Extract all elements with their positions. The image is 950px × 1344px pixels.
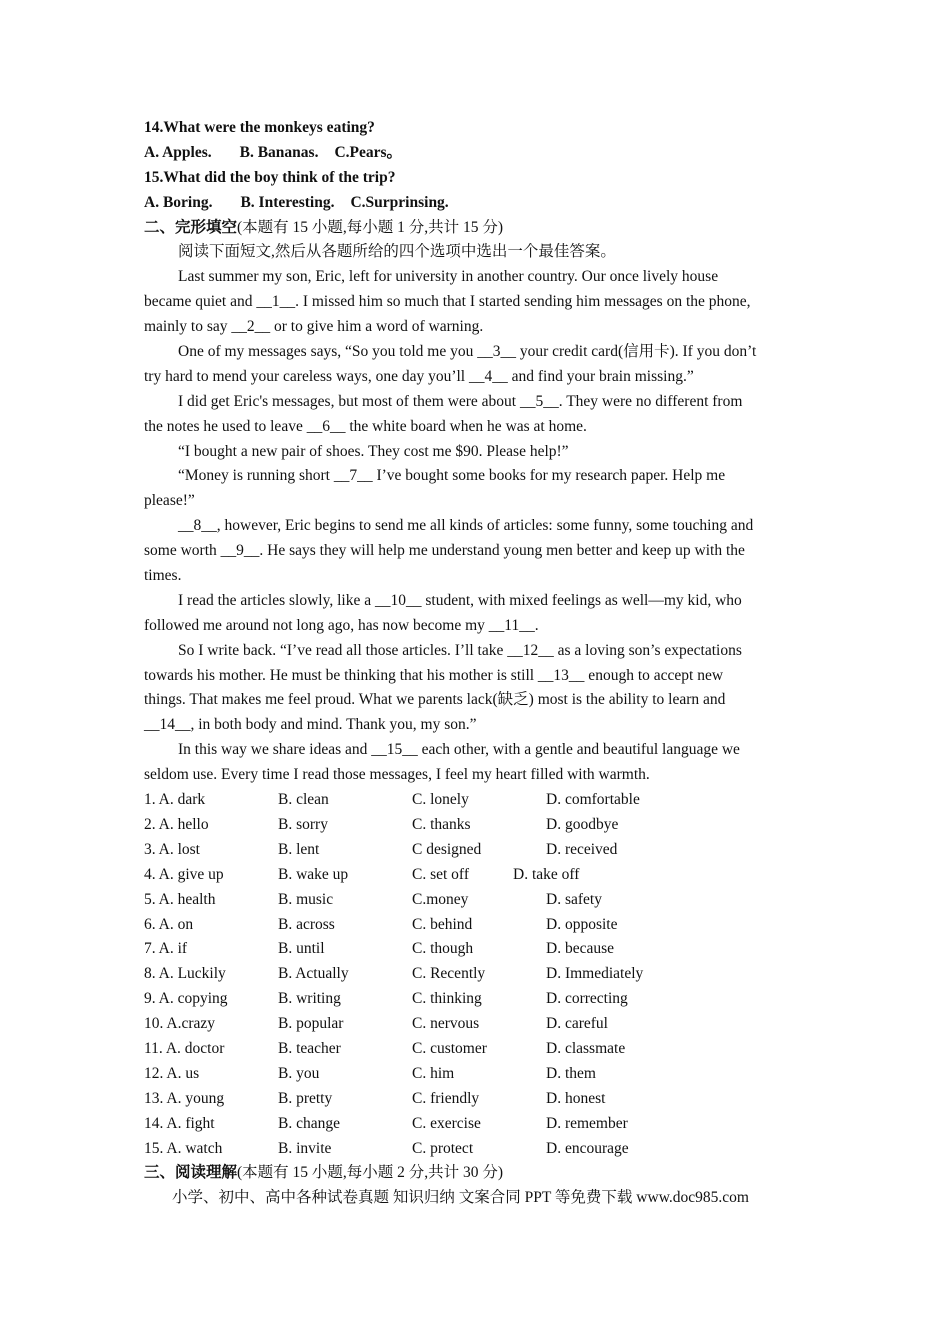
passage-line: One of my messages says, “So you told me you __3__ your credit card(信用卡). If you don’t	[178, 343, 757, 361]
option-c: C. thanks	[412, 815, 471, 833]
option-b: B. sorry	[278, 815, 328, 833]
option-a: A. Boring.	[144, 193, 213, 211]
option-a: 10. A.crazy	[144, 1015, 216, 1033]
cloze-options	[144, 788, 808, 1161]
question-14: 14.What were the monkeys eating?	[144, 119, 375, 136]
passage-line: some worth __9__. He says they will help me understand young men better and keep up with the	[144, 542, 745, 560]
option-c: C. set off	[412, 865, 469, 883]
option-c: C designed	[412, 840, 482, 858]
option-c: C. customer	[412, 1039, 487, 1057]
option-row	[144, 937, 808, 962]
option-row	[144, 788, 808, 813]
option-d: D. honest	[546, 1089, 606, 1107]
option-row	[144, 838, 808, 863]
passage-line: the notes he used to leave __6__ the white board when he was at home.	[144, 417, 587, 435]
passage-line: mainly to say __2__ or to give him a word of warning.	[144, 318, 484, 336]
option-b: B. music	[278, 890, 334, 908]
option-a: 11. A. doctor	[144, 1039, 225, 1057]
option-a: 14. A. fight	[144, 1114, 215, 1132]
passage-line: “Money is running short __7__ I’ve bought some books for my research paper. Help me	[178, 467, 726, 485]
option-row	[144, 863, 808, 888]
option-a: 2. A. hello	[144, 815, 209, 833]
passage-line: In this way we share ideas and __15__ each other, with a gentle and beautiful language we	[178, 741, 740, 759]
cloze-heading-title: 二、完形填空	[144, 218, 238, 236]
option-row	[144, 962, 808, 987]
option-a: 9. A. copying	[144, 990, 228, 1008]
option-b: B. writing	[278, 990, 341, 1008]
option-d: D. received	[546, 840, 618, 858]
passage-line: please!”	[144, 492, 195, 510]
cloze-heading	[144, 216, 808, 241]
option-c: C. him	[412, 1064, 455, 1082]
option-row	[144, 987, 808, 1012]
option-d: D. them	[546, 1064, 596, 1082]
option-b: B. Actually	[278, 965, 349, 983]
passage-line: “I bought a new pair of shoes. They cost me $90. Please help!”	[178, 442, 569, 460]
question-15: 15.What did the boy think of the trip?	[144, 168, 396, 186]
cloze-instruction: 阅读下面短文,然后从各题所给的四个选项中选出一个最佳答案。	[178, 243, 616, 261]
option-c: C. protect	[412, 1139, 474, 1157]
option-b: B. popular	[278, 1015, 344, 1033]
option-d: D. goodbye	[546, 815, 619, 833]
option-a: 12. A. us	[144, 1064, 200, 1082]
passage-line: __8__, however, Eric begins to send me all kinds of articles: some funny, some touching and	[178, 517, 754, 535]
option-row	[144, 1137, 808, 1162]
option-b: B. teacher	[278, 1039, 341, 1057]
option-c: C. friendly	[412, 1089, 480, 1107]
option-d: D. remember	[546, 1114, 628, 1132]
passage-line: So I write back. “I’ve read all those articles. I’ll take __12__ as a loving son’s expectations	[178, 641, 742, 659]
option-row	[144, 1012, 808, 1037]
reading-heading-note: (本题有 15 小题,每小题 2 分,共计 30 分)	[237, 1164, 504, 1182]
option-a: A. Apples.	[144, 143, 212, 161]
option-row	[144, 1062, 808, 1087]
option-c: C. Recently	[412, 965, 486, 983]
option-c: C. thinking	[412, 990, 482, 1008]
option-b: B. Bananas.	[239, 143, 319, 161]
passage-line: seldom use. Every time I read those messages, I feel my heart filled with warmth.	[144, 766, 650, 784]
reading-heading	[144, 1161, 808, 1186]
option-d: D. correcting	[546, 990, 628, 1008]
option-a: 3. A. lost	[144, 840, 200, 858]
passage-line: became quiet and __1__. I missed him so much that I started sending him messages on the phone,	[144, 293, 751, 311]
option-d: D. comfortable	[546, 791, 640, 809]
question-14-options	[144, 141, 808, 166]
option-c: C. behind	[412, 915, 473, 933]
option-b: B. wake up	[278, 865, 349, 883]
option-c: C.Surprinsing.	[350, 193, 449, 211]
passage-line: try hard to mend your careless ways, one day you’ll __4__ and find your brain missing.”	[144, 367, 694, 385]
option-d: D. opposite	[546, 915, 618, 933]
passage-line: I read the articles slowly, like a __10__ student, with mixed feelings as well—my kid, who	[178, 591, 742, 609]
option-d: D. take off	[513, 865, 580, 883]
option-a: 1. A. dark	[144, 791, 206, 809]
option-a: 5. A. health	[144, 890, 216, 908]
option-row	[144, 888, 808, 913]
option-row	[144, 813, 808, 838]
option-c: C. exercise	[412, 1114, 481, 1132]
option-a: 15. A. watch	[144, 1139, 223, 1157]
exam-page	[144, 116, 808, 1211]
option-b: B. you	[278, 1064, 320, 1082]
option-row	[144, 1037, 808, 1062]
passage-line: I did get Eric's messages, but most of them were about __5__. They were no different from	[178, 392, 743, 410]
option-c: C. nervous	[412, 1015, 480, 1033]
option-b: B. across	[278, 915, 335, 933]
option-row	[144, 1112, 808, 1137]
option-b: B. until	[278, 940, 325, 958]
option-c: C.Pears。	[334, 143, 403, 161]
option-row	[144, 913, 808, 938]
option-d: D. safety	[546, 890, 602, 908]
option-d: D. Immediately	[546, 965, 644, 983]
option-c: C. lonely	[412, 791, 469, 809]
reading-heading-title: 三、阅读理解	[144, 1164, 238, 1182]
cloze-passage	[144, 265, 808, 788]
option-a: 8. A. Luckily	[144, 965, 226, 983]
option-d: D. classmate	[546, 1039, 626, 1057]
question-15-options	[144, 191, 808, 216]
option-d: D. careful	[546, 1015, 608, 1033]
passage-line: Last summer my son, Eric, left for university in another country. Our once lively house	[178, 268, 719, 286]
option-d: D. because	[546, 940, 614, 958]
option-b: B. change	[278, 1114, 340, 1132]
option-a: 13. A. young	[144, 1089, 225, 1107]
option-row	[144, 1087, 808, 1112]
option-c: C. though	[412, 940, 474, 958]
passage-line: times.	[144, 567, 182, 585]
option-d: D. encourage	[546, 1139, 629, 1157]
passage-line: things. That makes me feel proud. What we parents lack(缺乏) most is the ability to learn and	[144, 691, 726, 709]
option-a: 6. A. on	[144, 915, 194, 933]
option-a: 4. A. give up	[144, 865, 224, 883]
option-c: C.money	[412, 890, 469, 908]
option-b: B. Interesting.	[240, 193, 335, 211]
passage-line: followed me around not long ago, has now become my __11__.	[144, 616, 539, 634]
option-b: B. pretty	[278, 1089, 333, 1107]
passage-line: __14__, in both body and mind. Thank you, my son.”	[144, 716, 477, 734]
passage-line: towards his mother. He must be thinking that his mother is still __13__ enough to accept new	[144, 666, 724, 684]
option-b: B. invite	[278, 1139, 332, 1157]
cloze-heading-note: (本题有 15 小题,每小题 1 分,共计 15 分)	[237, 218, 504, 236]
option-a: 7. A. if	[144, 940, 188, 958]
footer-note: 小学、初中、高中各种试卷真题 知识归纳 文案合同 PPT 等免费下载 www.doc985.com	[172, 1189, 749, 1207]
option-b: B. lent	[278, 840, 320, 858]
option-b: B. clean	[278, 791, 329, 809]
